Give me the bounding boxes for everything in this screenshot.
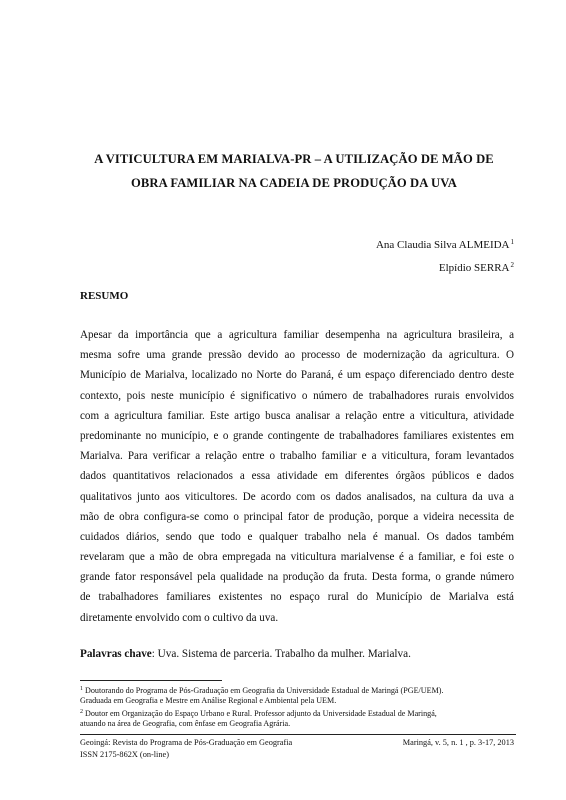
abstract-heading: RESUMO (80, 290, 129, 302)
article-title (72, 147, 516, 195)
footnotes (80, 684, 516, 730)
footnote-separator (80, 680, 222, 681)
footer-separator (80, 734, 516, 735)
keywords (80, 648, 411, 660)
abstract-line: dados quantitativos relacionados a essa atividade em diferentes órgãos públicos e dados (80, 470, 514, 483)
footer-journal-block (80, 737, 292, 761)
footnote-2-line-1 (80, 707, 516, 719)
abstract-line: mesma sofre uma grande pressão devido ao processo de modernização da agricultura. O (80, 349, 514, 362)
title-line-2: OBRA FAMILIAR NA CADEIA DE PRODUÇÃO DA UVA (131, 176, 457, 190)
abstract-line: Município de Marialva, localizado no Norte do Paraná, é um espaço diferenciado dentro deste (80, 369, 514, 382)
abstract-line: predominante no município, e o grande contingente de trabalhadores familiares existentes em (80, 429, 514, 442)
footnote-1-text: Doutorando do Programa de Pós-Graduação em Geografia da Universidade Estadual de Maringá (PGE/UEM). (85, 686, 444, 695)
abstract-line: Marialva. Para verificar a relação entre o trabalho familiar e a viticultura, foram levantados (80, 450, 514, 463)
title-line-1: A VITICULTURA EM MARIALVA-PR – A UTILIZAÇÃO DE MÃO DE (94, 152, 494, 166)
footnote-2-text: Doutor em Organização do Espaço Urbano e Rural. Professor adjunto da Universidade Estadual de Maringá, (85, 708, 437, 718)
abstract-line: mão de obra configura-se como o principal fator de produção, porque a videira necessita de (80, 510, 514, 523)
keywords-text: : Uva. Sistema de parceria. Trabalho da mulher. Marialva. (151, 648, 411, 660)
abstract-line: diretamente envolvido com o cultivo da uva. (80, 611, 279, 624)
footnote-1-number: 1 (80, 686, 83, 692)
abstract-line: revelaram que a mão de obra empregada na viticultura marialvense é a familiar, e foi este o (80, 551, 514, 564)
footer-journal: Geoingá: Revista do Programa de Pós-Graduação em Geografia (80, 738, 293, 747)
abstract-line: grande fator responsável pela qualidade na produção da fruta. Desta forma, o grande número (80, 571, 514, 584)
abstract-line: Apesar da importância que a agricultura familiar desempenha na agricultura brasileira, a (80, 329, 514, 341)
author-1-note: 1 (510, 238, 514, 246)
abstract-body (80, 325, 514, 628)
author-1 (376, 232, 514, 255)
footnote-2-line-2: atuando na área de Geografia, com ênfase em Geografia Agrária. (80, 719, 291, 729)
footnote-2-number: 2 (80, 708, 83, 715)
author-2-name: Elpídio SERRA (438, 262, 510, 274)
abstract-line: cuidados diários, sendo que todo e qualquer trabalho nela é manual. Os dados também (80, 530, 514, 543)
author-2 (376, 255, 514, 278)
abstract-line: contexto, pois neste município é significativo o número de trabalhadores rurais envolvidos (80, 389, 514, 402)
footnote-1-line-2: Graduada em Geografia e Mestre em Análise Regional e Ambiental pela UEM. (80, 696, 337, 706)
keywords-label: Palavras chave (80, 648, 152, 660)
footer-issn: ISSN 2175-862X (on-line) (80, 750, 169, 759)
author-2-note: 2 (510, 261, 514, 269)
abstract-line: de trabalhadores familiares existentes no espaço rural do Município de Marialva está (80, 591, 514, 604)
abstract-line: com a agricultura familiar. Este artigo busca analisar a relação entre a viticultura, atividade (80, 409, 514, 422)
footer-citation: Maringá, v. 5, n. 1 , p. 3-17, 2013 (402, 738, 514, 747)
author-1-name: Ana Claudia Silva ALMEIDA (375, 239, 510, 251)
footnote-1-line-1 (80, 684, 516, 696)
abstract-line: qualitativos junto aos viticultores. De acordo com os dados analisados, na cultura da uva a (80, 490, 514, 503)
author-list (376, 232, 514, 278)
